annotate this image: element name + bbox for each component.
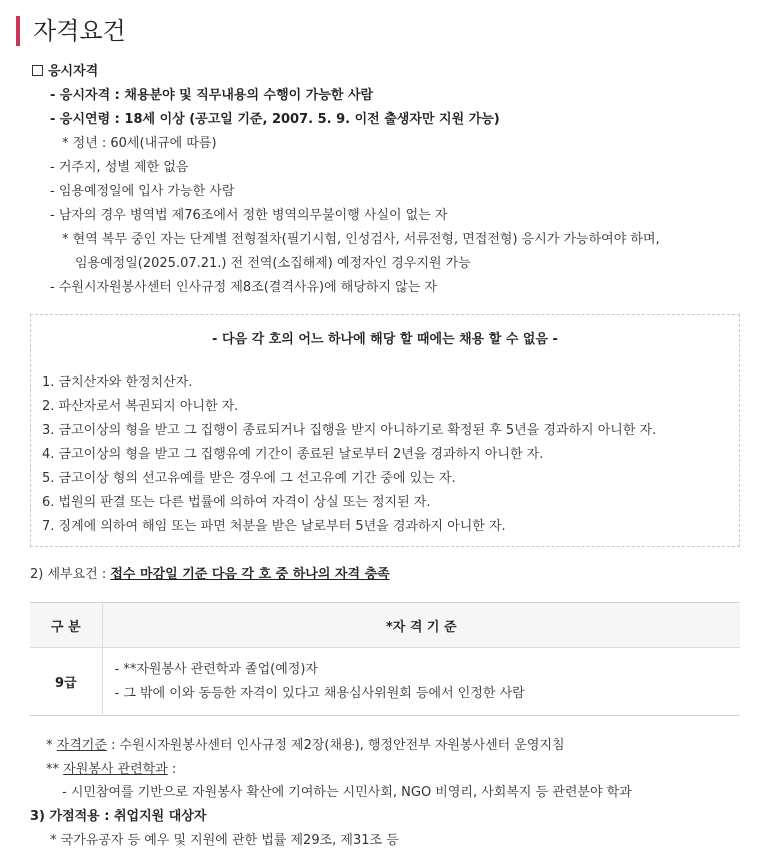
eligibility-retirement-age: * 정년 : 60세(내규에 따름) [62,136,217,151]
note-related-majors [46,761,176,779]
table-header-row [30,603,740,648]
disqualification-item: 6. 법원의 판결 또는 다른 법률에 의하여 자격이 상실 또는 정지된 자. [42,495,431,510]
disqualification-item: 3. 금고이상의 형을 받고 그 집행이 종료되거나 집행을 받지 아니하기로 확정된 후 5년을 경과하지 아니한 자. [42,423,657,438]
table-cell-grade: 9급 [30,648,102,716]
detail-label: 2) 세부요건 : [30,567,111,582]
section-heading-bonus: 3) 가점적용 : 취업지원 대상자 [30,809,207,824]
note-prefix: * [46,738,57,753]
disqualification-item: 4. 금고이상의 형을 받고 그 집행유예 기간이 종료된 날로부터 2년을 경과하지 아니한 자. [42,447,544,462]
disqualification-title: - 다음 각 호의 어느 하나에 해당 할 때에는 채용 할 수 없음 - [212,332,558,347]
eligibility-requirement: - 응시자격 : 채용분야 및 직무내용의 수행이 가능한 사람 [50,88,374,103]
table-header-criteria: *자 격 기 준 [102,603,740,648]
detail-requirements [30,566,390,584]
eligibility-military-note-cont: 임용예정일(2025.07.21.) 전 전역(소집해제) 예정자인 경우지원 가능 [75,256,471,271]
note-qualification-standard [46,737,565,755]
disqualification-item: 1. 금치산자와 한정치산자. [42,375,193,390]
page-title: 자격요건 [16,16,126,46]
note-text: : 수원시자원봉사센터 인사규정 제2장(채용), 행정안전부 자원봉사센터 운영지침 [106,738,565,753]
eligibility-start-date: - 임용예정일에 입사 가능한 사람 [50,184,235,199]
requirements-table [30,602,740,716]
note-text: : [167,762,177,777]
note-related-majors-detail: - 시민참여를 기반으로 자원봉사 확산에 기여하는 시민사회, NGO 비영리, 사회복지 등 관련분야 학과 [62,785,632,800]
section-heading-label: 응시자격 [48,64,99,79]
eligibility-disqualification-rule: - 수원시자원봉사센터 인사규정 제8조(결격사유)에 해당하지 않는 자 [50,280,437,295]
table-cell-criteria [102,648,740,716]
criteria-line: - 그 밖에 이와 동등한 자격이 있다고 채용심사위원회 등에서 인정한 사람 [114,685,525,701]
note-term: 자격기준 [56,738,107,753]
disqualification-box [30,314,740,547]
eligibility-military: - 남자의 경우 병역법 제76조에서 정한 병역의무불이행 사실이 없는 자 [50,208,448,223]
eligibility-military-note: * 현역 복무 중인 자는 단계별 전형절차(필기시험, 인성검사, 서류전형, 면접전형) 응시가 가능하여야 하며, [62,232,660,247]
table-header-category: 구 분 [30,603,102,648]
bonus-item: * 국가유공자 등 예우 및 지원에 관한 법률 제29조, 제31조 등 [50,833,399,848]
checkbox-square-icon [32,65,43,76]
table-row [30,648,740,716]
criteria-line: - **자원봉사 관련학과 졸업(예정)자 [114,661,318,677]
note-prefix: ** [46,762,64,777]
disqualification-item: 7. 징계에 의하여 해임 또는 파면 처분을 받은 날로부터 5년을 경과하지 아니한 자. [42,519,506,534]
disqualification-item: 5. 금고이상 형의 선고유예를 받은 경우에 그 선고유예 기간 중에 있는 자. [42,471,456,486]
section-heading-eligibility [32,63,98,81]
detail-emphasis: 접수 마감일 기준 다음 각 호 중 하나의 자격 충족 [110,567,390,582]
disqualification-item: 2. 파산자로서 복권되지 아니한 자. [42,399,239,414]
eligibility-age: - 응시연령 : 18세 이상 (공고일 기준, 2007. 5. 9. 이전 출생자만 지원 가능) [50,112,500,127]
eligibility-residence: - 거주지, 성별 제한 없음 [50,160,189,175]
note-term: 자원봉사 관련학과 [63,762,168,777]
